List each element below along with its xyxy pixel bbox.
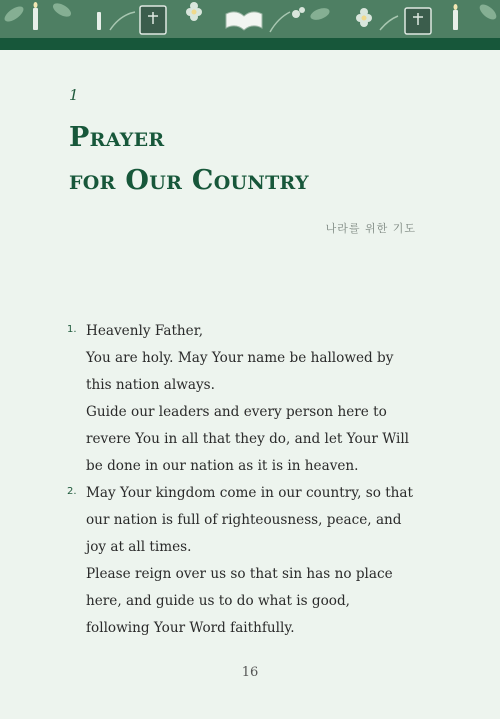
prayer-paragraph: Please reign over us so that sin has no place here, and guide us to do what is good, following Your Word faithfully. bbox=[86, 566, 393, 636]
chapter-title-line-2: for Our Country bbox=[69, 165, 309, 196]
prayer-item bbox=[67, 318, 417, 480]
chapter-title bbox=[69, 116, 309, 202]
open-book-icon bbox=[226, 12, 262, 30]
prayer-item-number: 1. bbox=[67, 324, 77, 335]
flower-icon bbox=[186, 2, 372, 27]
prayer-item-number: 2. bbox=[67, 486, 77, 497]
page-number: 16 bbox=[241, 665, 259, 680]
banner-stripe bbox=[0, 38, 500, 50]
chapter-number: 1 bbox=[69, 86, 79, 104]
bible-icon bbox=[140, 6, 431, 34]
prayer-paragraph: Heavenly Father, bbox=[86, 323, 204, 339]
chapter-title-line-1: Prayer bbox=[69, 122, 165, 153]
prayer-paragraph: You are holy. May Your name be hallowed by this nation always. bbox=[86, 350, 394, 393]
prayer-paragraph: May Your kingdom come in our country, so that our nation is full of righteousness, peace, and joy at all times. bbox=[86, 485, 413, 555]
chapter-subtitle-korean: 나라를 위한 기도 bbox=[325, 222, 416, 235]
prayer-list bbox=[67, 318, 417, 642]
prayer-item bbox=[67, 480, 417, 642]
decorative-banner bbox=[0, 0, 500, 38]
prayer-paragraph: Guide our leaders and every person here to revere You in all that they do, and let Your Will be done in our nation as it is in heaven. bbox=[86, 404, 410, 474]
